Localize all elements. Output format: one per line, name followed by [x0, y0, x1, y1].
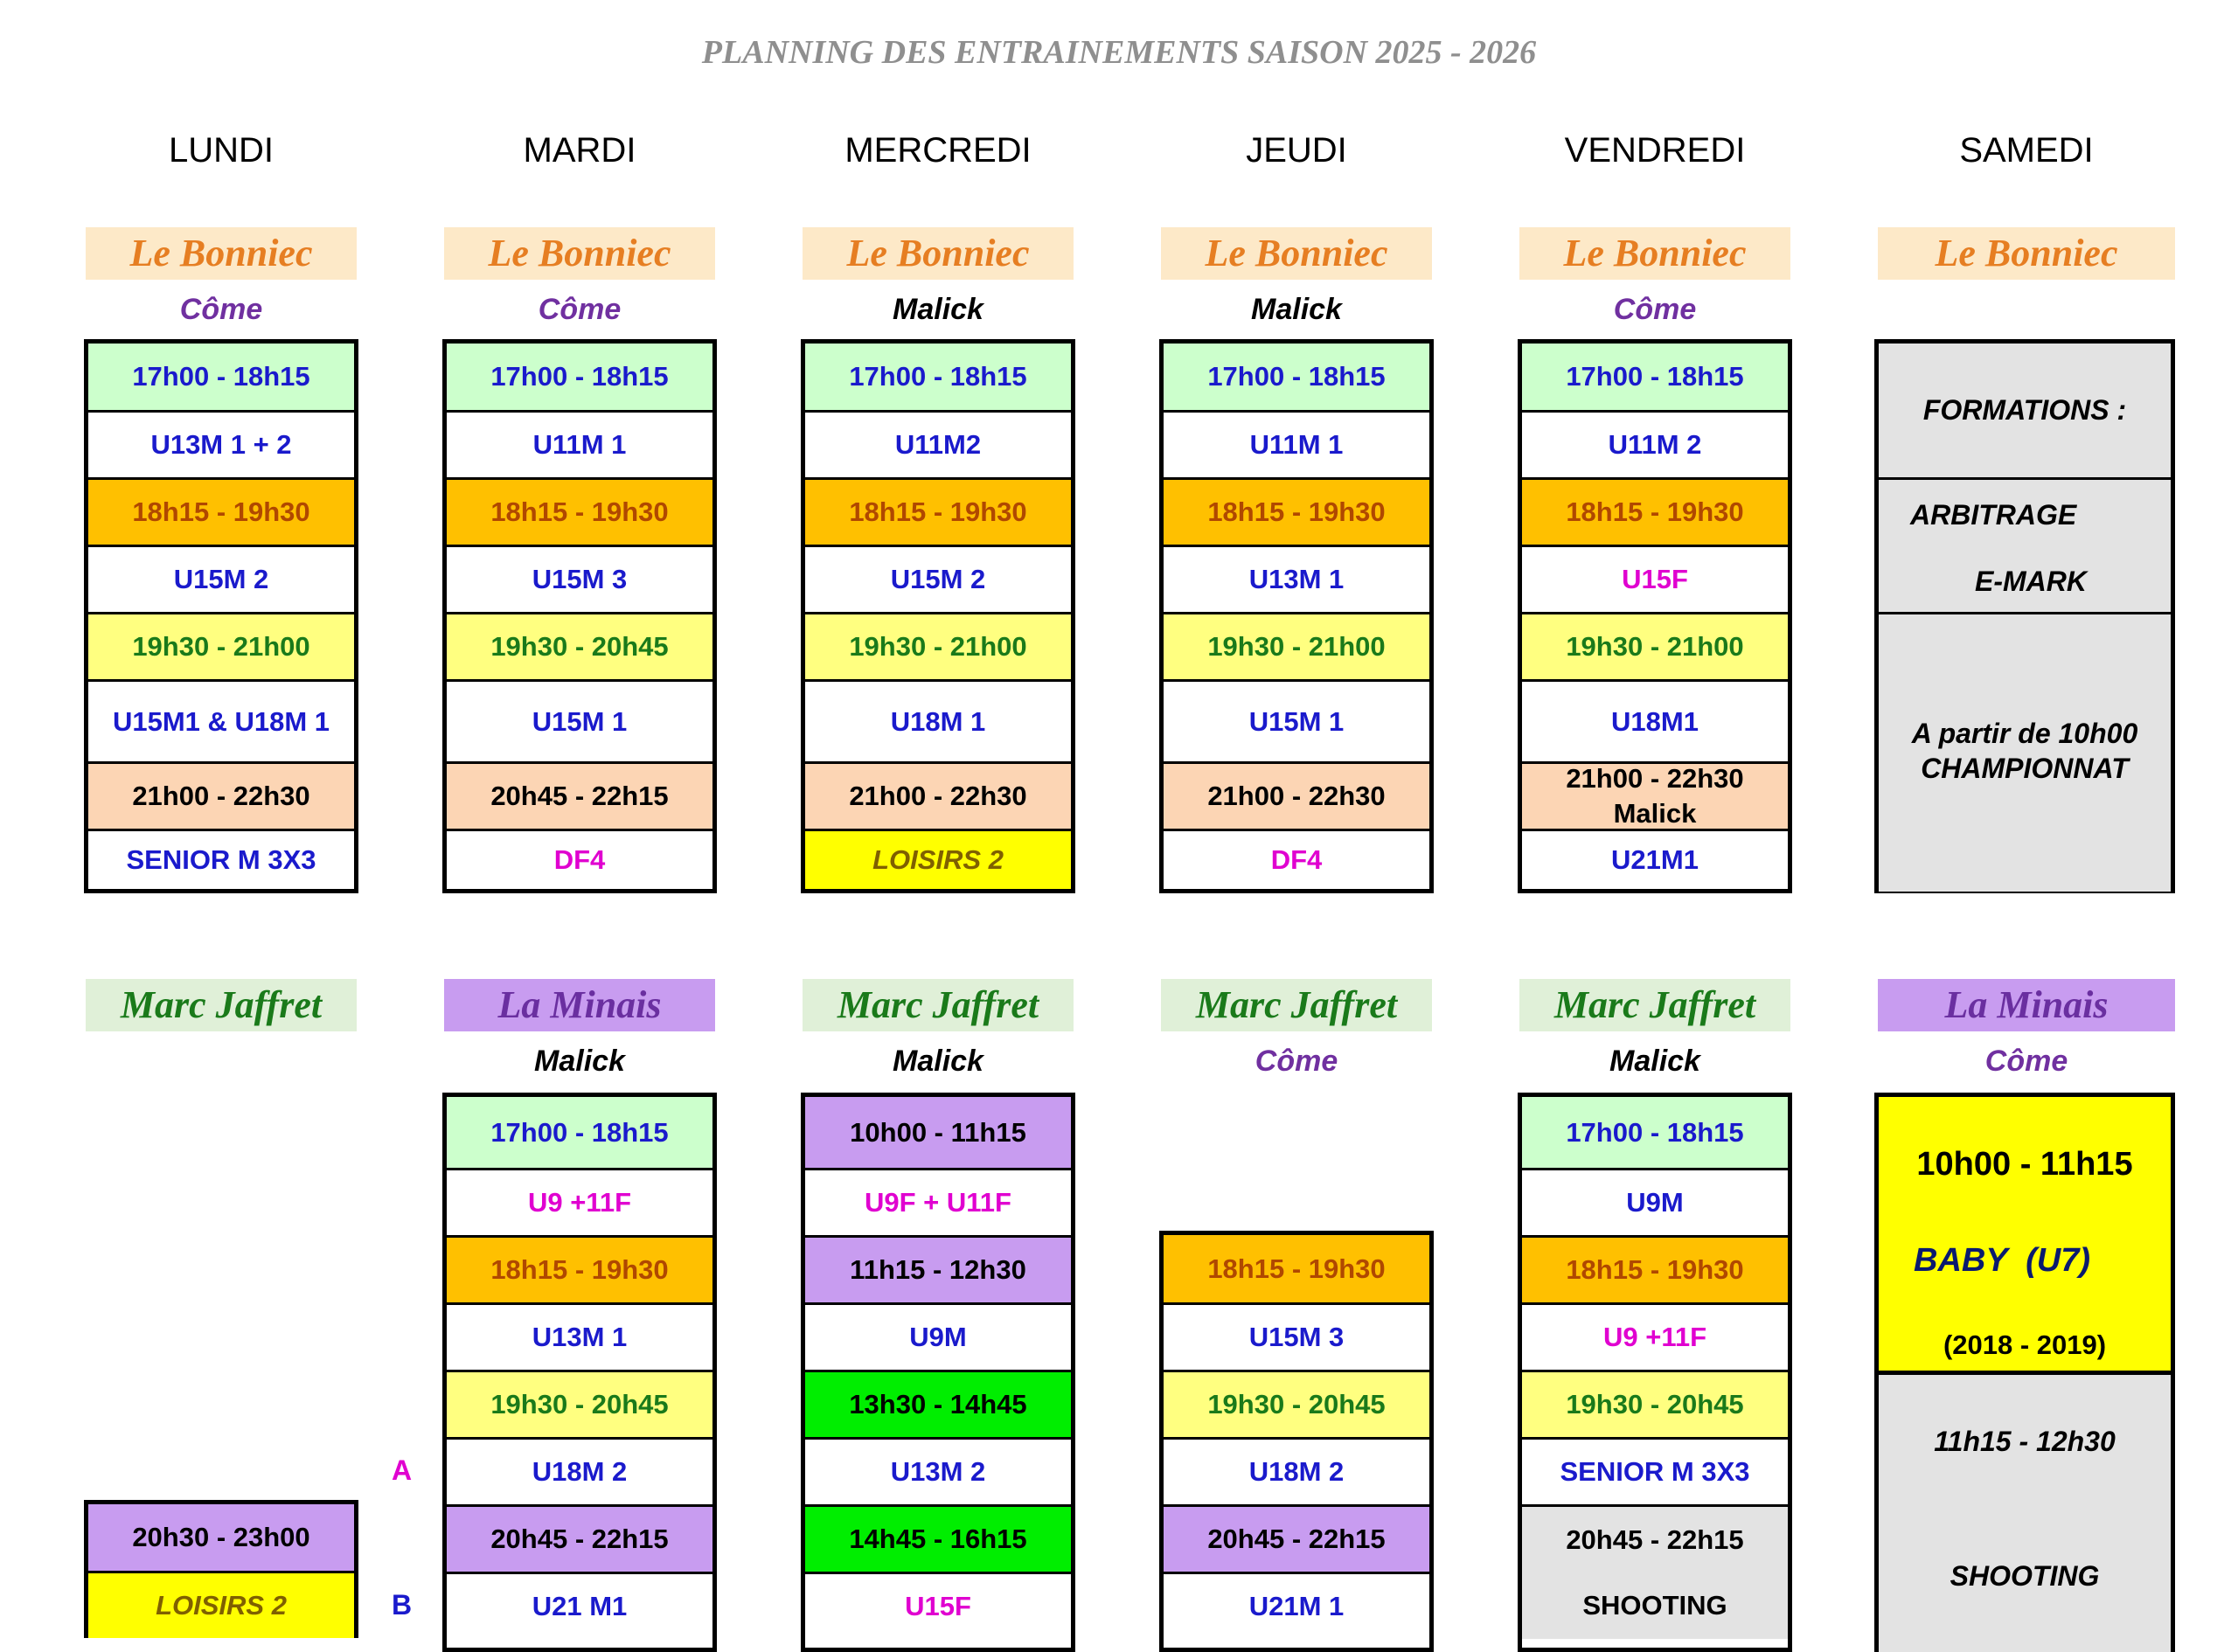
- team-slot: U18M1: [1522, 679, 1788, 761]
- shooting-slot: [1522, 1504, 1788, 1639]
- time-slot: 20h45 - 22h15: [447, 761, 712, 829]
- time-slot: 21h00 - 22h30: [1164, 761, 1429, 829]
- page-title: PLANNING DES ENTRAINEMENTS SAISON 2025 - 2026: [701, 34, 1537, 71]
- gym-label: Le Bonniec: [803, 227, 1074, 280]
- time-slot: 18h15 - 19h30: [1522, 1235, 1788, 1302]
- team-slot: DF4: [447, 829, 712, 889]
- baby-years: (2018 - 2019): [1943, 1329, 2107, 1360]
- time-slot: 19h30 - 20h45: [1164, 1370, 1429, 1437]
- time-slot: 10h00 - 11h15: [805, 1097, 1071, 1168]
- day-header-mardi: MARDI: [523, 131, 636, 170]
- gym-label: Le Bonniec: [86, 227, 357, 280]
- team-slot: U11M 1: [447, 410, 712, 477]
- team-slot: U11M2: [805, 410, 1071, 477]
- schedule-block-lundi-top: [84, 339, 358, 893]
- team-slot: U13M 2: [805, 1437, 1071, 1504]
- team-slot: U18M 2: [447, 1437, 712, 1504]
- team-slot: U9 +11F: [447, 1168, 712, 1235]
- time-slot: 19h30 - 21h00: [1522, 612, 1788, 679]
- schedule-block-vendredi-top: [1518, 339, 1792, 893]
- coach-label: Malick: [893, 293, 983, 326]
- coach-label: Côme: [1984, 1045, 2068, 1078]
- coach-label: Côme: [1613, 293, 1697, 326]
- team-slot: U15M 2: [805, 545, 1071, 612]
- team-slot: U9 +11F: [1522, 1302, 1788, 1370]
- side-letter-a: A: [392, 1454, 413, 1486]
- time-slot: 19h30 - 21h00: [88, 612, 354, 679]
- time-slot: 18h15 - 19h30: [447, 477, 712, 545]
- time-slot: 18h15 - 19h30: [805, 477, 1071, 545]
- time-slot: 20h30 - 23h00: [88, 1504, 354, 1571]
- team-slot: U18M 2: [1164, 1437, 1429, 1504]
- coach-label: Malick: [534, 1045, 625, 1078]
- coach-label: Malick: [893, 1045, 983, 1078]
- time-slot: 17h00 - 18h15: [1522, 1097, 1788, 1168]
- time-slot: 14h45 - 16h15: [805, 1504, 1071, 1572]
- team-label: SHOOTING: [1582, 1590, 1727, 1621]
- team-slot: LOISIRS 2: [805, 829, 1071, 889]
- time-slot: 17h00 - 18h15: [447, 344, 712, 410]
- gym-label: La Minais: [444, 979, 715, 1031]
- team-slot: U21M1: [1522, 829, 1788, 889]
- time-label: 21h00 - 22h30: [1566, 763, 1744, 794]
- team-slot: U13M 1: [447, 1302, 712, 1370]
- shooting-label: SHOOTING: [1950, 1560, 2100, 1592]
- side-letter-b: B: [392, 1589, 413, 1621]
- time-label: 20h45 - 22h15: [1566, 1524, 1744, 1555]
- team-slot: U15M 2: [88, 545, 354, 612]
- team-slot: U15M 3: [447, 545, 712, 612]
- schedule-block-samedi-bottom: [1874, 1093, 2175, 1652]
- time-slot: 18h15 - 19h30: [447, 1235, 712, 1302]
- day-header-jeudi: JEUDI: [1246, 131, 1347, 170]
- team-slot: U21M 1: [1164, 1572, 1429, 1639]
- time-slot: 19h30 - 21h00: [1164, 612, 1429, 679]
- time-slot: 11h15 - 12h30: [805, 1235, 1071, 1302]
- schedule-block-lundi-bottom: [84, 1500, 358, 1638]
- coach-note: Malick: [1613, 798, 1697, 829]
- coach-label: Malick: [1609, 1045, 1700, 1078]
- time-slot: 17h00 - 18h15: [805, 344, 1071, 410]
- schedule-block-mercredi-top: [801, 339, 1075, 893]
- time-slot: 17h00 - 18h15: [1522, 344, 1788, 410]
- time-slot: 19h30 - 20h45: [447, 612, 712, 679]
- team-slot: U18M 1: [805, 679, 1071, 761]
- team-slot: U13M 1: [1164, 545, 1429, 612]
- day-header-lundi: LUNDI: [168, 131, 275, 170]
- time-slot: 17h00 - 18h15: [1164, 344, 1429, 410]
- schedule-block-mercredi-bottom: [801, 1093, 1075, 1652]
- team-slot: U15M 1: [1164, 679, 1429, 761]
- day-header-vendredi: VENDREDI: [1564, 131, 1746, 170]
- day-header-mercredi: MERCREDI: [844, 131, 1032, 170]
- gym-label: Marc Jaffret: [803, 979, 1074, 1031]
- coach-label: Côme: [1255, 1045, 1338, 1078]
- time-slot: 17h00 - 18h15: [88, 344, 354, 410]
- day-header-samedi: SAMEDI: [1959, 131, 2094, 170]
- team-slot: U15M 3: [1164, 1302, 1429, 1370]
- schedule-block-vendredi-bottom: [1518, 1093, 1792, 1652]
- team-slot: U9F + U11F: [805, 1168, 1071, 1235]
- team-slot: U21 M1: [447, 1572, 712, 1639]
- time-slot: 18h15 - 19h30: [1522, 477, 1788, 545]
- team-slot: DF4: [1164, 829, 1429, 889]
- gym-label: Le Bonniec: [1878, 227, 2175, 280]
- formations-label: FORMATIONS :: [1879, 344, 2171, 477]
- time-slot: 17h00 - 18h15: [447, 1097, 712, 1168]
- baby-label: BABY (U7): [1914, 1242, 2090, 1279]
- time-slot: [1522, 761, 1788, 829]
- time-slot: 19h30 - 20h45: [447, 1370, 712, 1437]
- formations-cell: [1879, 477, 2171, 614]
- team-slot: SENIOR M 3X3: [1522, 1437, 1788, 1504]
- time-slot: 18h15 - 19h30: [1164, 477, 1429, 545]
- championnat-time: A partir de 10h00: [1911, 718, 2138, 749]
- team-slot: U15M1 & U18M 1: [88, 679, 354, 761]
- schedule-block-mardi-top: [442, 339, 717, 893]
- gym-label: La Minais: [1878, 979, 2175, 1031]
- time-slot: 20h45 - 22h15: [447, 1504, 712, 1572]
- time-slot: 21h00 - 22h30: [805, 761, 1071, 829]
- team-slot: U11M 1: [1164, 410, 1429, 477]
- schedule-block-jeudi-top: [1159, 339, 1434, 893]
- team-slot: U9M: [805, 1302, 1071, 1370]
- team-slot: U11M 2: [1522, 410, 1788, 477]
- gym-label: Le Bonniec: [1161, 227, 1432, 280]
- team-slot: U15F: [805, 1572, 1071, 1639]
- team-slot: U15F: [1522, 545, 1788, 612]
- schedule-block-mardi-bottom: [442, 1093, 717, 1652]
- gym-label: Marc Jaffret: [86, 979, 357, 1031]
- gym-label: Le Bonniec: [1519, 227, 1790, 280]
- team-slot: SENIOR M 3X3: [88, 829, 354, 889]
- time-slot: 19h30 - 21h00: [805, 612, 1071, 679]
- team-slot: U9M: [1522, 1168, 1788, 1235]
- baby-slot: [1879, 1097, 2171, 1371]
- shooting-time: 11h15 - 12h30: [1934, 1426, 2116, 1457]
- schedule-block-jeudi-bottom: [1159, 1231, 1434, 1652]
- time-slot: 21h00 - 22h30: [88, 761, 354, 829]
- coach-label: Côme: [179, 293, 263, 326]
- gym-label: Marc Jaffret: [1161, 979, 1432, 1031]
- coach-label: Côme: [538, 293, 622, 326]
- samedi-shooting-slot: [1879, 1371, 2171, 1652]
- championnat-label: CHAMPIONNAT: [1921, 753, 2129, 784]
- gym-label: Marc Jaffret: [1519, 979, 1790, 1031]
- team-slot: U13M 1 + 2: [88, 410, 354, 477]
- coach-label: Malick: [1251, 293, 1342, 326]
- time-slot: 19h30 - 20h45: [1522, 1370, 1788, 1437]
- time-slot: 20h45 - 22h15: [1164, 1504, 1429, 1572]
- championnat-cell: [1879, 612, 2171, 892]
- team-slot: U15M 1: [447, 679, 712, 761]
- time-slot: 18h15 - 19h30: [88, 477, 354, 545]
- gym-label: Le Bonniec: [444, 227, 715, 280]
- time-slot: 18h15 - 19h30: [1164, 1235, 1429, 1302]
- time-slot: 13h30 - 14h45: [805, 1370, 1071, 1437]
- schedule-block-samedi-top: [1874, 339, 2175, 893]
- baby-time: 10h00 - 11h15: [1916, 1146, 2133, 1183]
- team-slot: LOISIRS 2: [88, 1571, 354, 1638]
- arbitrage-label: ARBITRAGE: [1910, 499, 2077, 531]
- emark-label: E-MARK: [1975, 566, 2087, 597]
